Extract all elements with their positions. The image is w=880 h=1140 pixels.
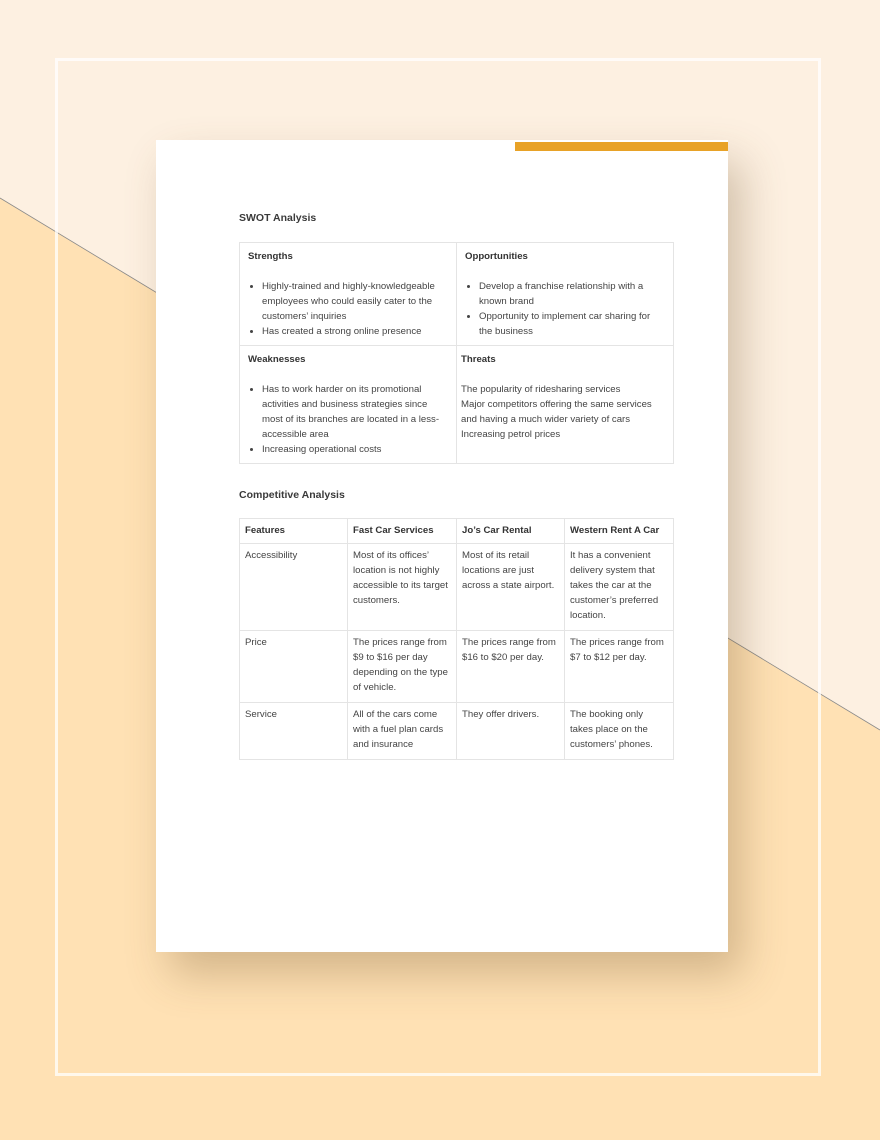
strengths-item: • Highly-trained and highly-knowledgeable employees who could easily cater to the customers’ inquiries <box>262 279 448 324</box>
opportunities-heading: Opportunities <box>465 251 528 262</box>
table-cell: It has a convenient delivery system that takes the car at the customer’s preferred location. <box>565 544 674 631</box>
header-fast-car-services: Fast Car Services <box>348 519 457 544</box>
weaknesses-cell <box>240 346 457 464</box>
header-features: Features <box>240 519 348 544</box>
table-cell: The prices range from $7 to $12 per day. <box>565 631 674 703</box>
feature-cell: Service <box>240 703 348 760</box>
feature-cell: Accessibility <box>240 544 348 631</box>
opportunities-item: • Develop a franchise relationship with a known brand <box>479 279 665 309</box>
threats-heading: Threats <box>461 354 496 365</box>
strengths-heading: Strengths <box>248 251 293 262</box>
weaknesses-list <box>248 382 448 457</box>
table-cell: Most of its offices’ location is not highly accessible to its target customers. <box>348 544 457 631</box>
table-row <box>240 544 674 631</box>
document-page <box>156 140 728 952</box>
header-western-rent-a-car: Western Rent A Car <box>565 519 674 544</box>
weaknesses-item: • Has to work harder on its promotional activities and business strategies since most of its branches are located in a less-accessible area <box>262 382 448 442</box>
feature-cell: Price <box>240 631 348 703</box>
weaknesses-item: • Increasing operational costs <box>262 442 448 457</box>
swot-title: SWOT Analysis <box>239 212 317 224</box>
threats-lines <box>461 382 665 442</box>
table-row <box>240 631 674 703</box>
competitive-table <box>239 518 674 760</box>
accent-bar <box>515 142 728 151</box>
competitive-title: Competitive Analysis <box>239 489 345 501</box>
header-jos-car-rental: Jo’s Car Rental <box>457 519 565 544</box>
strengths-item: • Has created a strong online presence <box>262 324 448 339</box>
table-cell: They offer drivers. <box>457 703 565 760</box>
table-cell: The booking only takes place on the customers’ phones. <box>565 703 674 760</box>
swot-table <box>239 242 674 464</box>
strengths-cell <box>240 243 457 346</box>
threats-line: The popularity of ridesharing services <box>461 384 621 395</box>
threats-line: Increasing petrol prices <box>461 429 561 440</box>
competitive-header-row <box>240 519 674 544</box>
table-cell: All of the cars come with a fuel plan cards and insurance <box>348 703 457 760</box>
table-cell: Most of its retail locations are just across a state airport. <box>457 544 565 631</box>
strengths-list <box>248 279 448 339</box>
threats-line: Major competitors offering the same services and having a much wider variety of cars <box>461 399 652 425</box>
table-cell: The prices range from $16 to $20 per day. <box>457 631 565 703</box>
opportunities-item: • Opportunity to implement car sharing for the business <box>479 309 665 339</box>
threats-cell <box>457 346 674 464</box>
weaknesses-heading: Weaknesses <box>248 354 306 365</box>
opportunities-cell <box>457 243 674 346</box>
table-row <box>240 703 674 760</box>
opportunities-list <box>465 279 665 339</box>
table-cell: The prices range from $9 to $16 per day depending on the type of vehicle. <box>348 631 457 703</box>
